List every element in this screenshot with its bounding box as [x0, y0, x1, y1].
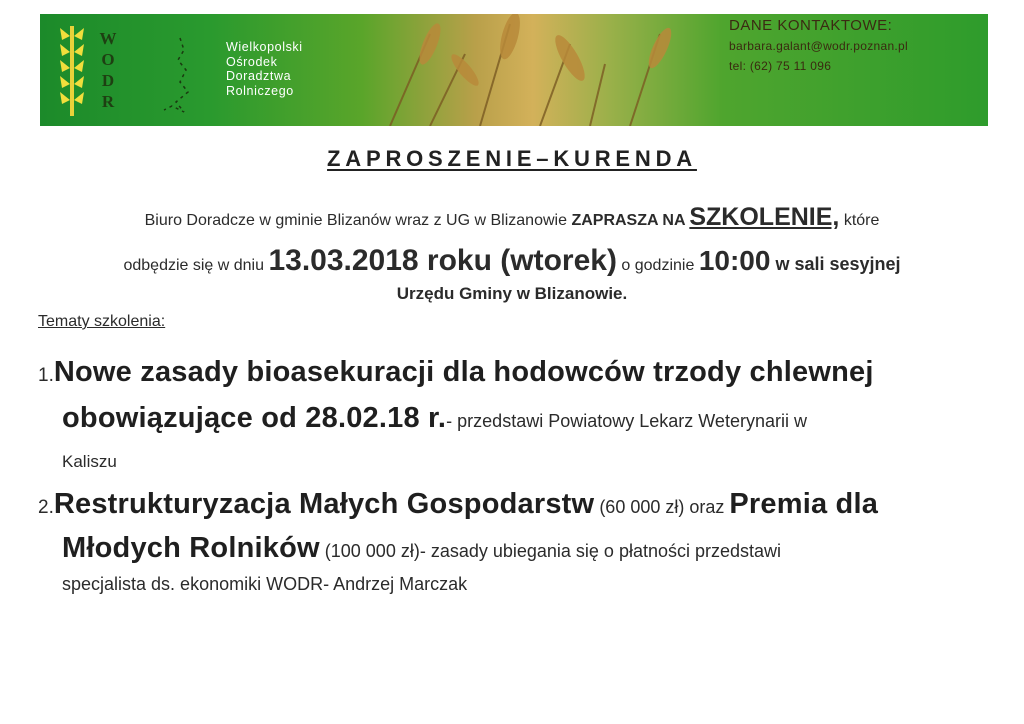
- contact-email: barbara.galant@wodr.poznan.pl: [729, 39, 908, 53]
- event-date: 13.03.2018 roku (wtorek): [268, 244, 617, 277]
- logo-letter: R: [101, 92, 115, 111]
- contact-phone: tel: (62) 75 11 096: [729, 59, 832, 73]
- contact-block: [729, 16, 908, 76]
- topic-heading: Premia dla: [729, 488, 879, 520]
- page-title: ZAPROSZENIE–KURENDA: [327, 146, 697, 171]
- org-name-line: Rolniczego: [226, 83, 294, 98]
- topic-heading: Młodych Rolników: [62, 532, 320, 564]
- wheat-image: [370, 14, 730, 126]
- topic-text: specjalista ds. ekonomiki WODR- Andrzej Marczak: [62, 574, 468, 594]
- topic-line: [38, 356, 874, 389]
- intro-invite: ZAPRASZA NA: [571, 212, 690, 229]
- topic-number: 2.: [38, 497, 54, 518]
- region-map-icon: [150, 36, 220, 116]
- topics-label: Tematy szkolenia:: [38, 313, 166, 330]
- topic-number: 1.: [38, 365, 54, 386]
- intro-text: Biuro Doradcze w gminie Blizanów wraz z UG w Blizanowie: [144, 212, 572, 229]
- topic-text: - przedstawi Powiatowy Lekarz Weterynarii w: [446, 411, 807, 431]
- org-name-line: Doradztwa: [226, 69, 292, 83]
- topic-heading: Nowe zasady bioasekuracji dla hodowców trzody chlewnej: [53, 356, 874, 388]
- org-name-line: Wielkopolski: [226, 40, 303, 54]
- intro-training: SZKOLENIE,: [689, 203, 840, 231]
- topic-line: [62, 402, 807, 435]
- intro-text: które: [839, 212, 880, 229]
- topic-text: Kaliszu: [62, 452, 117, 471]
- logo-letter: D: [101, 71, 115, 90]
- topic-line: [62, 532, 781, 565]
- intro-line-3: Urzędu Gminy w Blizanowie.: [396, 284, 628, 303]
- event-time: 10:00: [698, 245, 771, 276]
- logo-letter: W: [99, 29, 117, 48]
- topic-heading: obowiązujące od 28.02.18 r.: [62, 402, 447, 434]
- organization-name: [226, 40, 303, 98]
- logo-letter: O: [101, 50, 115, 69]
- intro-line-1: [40, 203, 984, 232]
- topic-heading: Restrukturyzacja Małych Gospodarstw: [53, 488, 595, 520]
- topic-text: (60 000 zł) oraz: [594, 497, 730, 517]
- wheat-logo-icon: [58, 26, 86, 116]
- event-place: w sali sesyjnej: [770, 254, 901, 274]
- logo-letters: [96, 28, 120, 112]
- intro-text: odbędzie się w dniu: [123, 257, 269, 274]
- topic-text: (100 000 zł)- zasady ubiegania się o płatności przedstawi: [319, 541, 782, 561]
- intro-line-2: [40, 244, 984, 278]
- org-name-line: Ośrodek: [226, 54, 278, 69]
- topic-line: [38, 488, 878, 521]
- contact-title: DANE KONTAKTOWE:: [729, 17, 893, 34]
- intro-text: o godzinie: [616, 257, 699, 274]
